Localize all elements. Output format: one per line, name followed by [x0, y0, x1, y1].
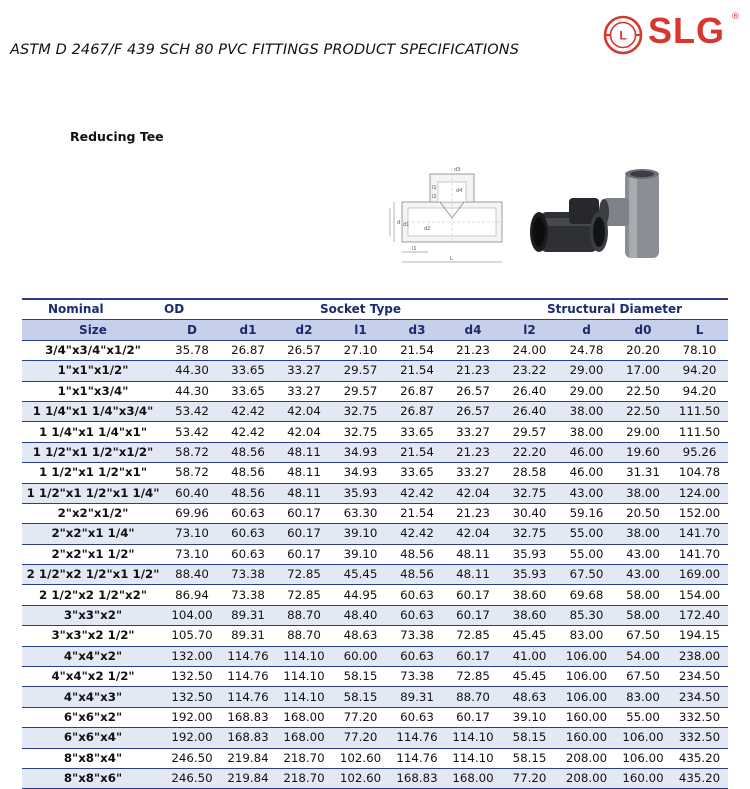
table-row: [22, 605, 728, 625]
size-cell: 4"x4"x3": [22, 687, 164, 707]
value-cell: 60.63: [220, 544, 276, 564]
table-row: [22, 687, 728, 707]
value-cell: 46.00: [558, 442, 615, 462]
column-header: d3: [389, 320, 445, 340]
value-cell: 160.00: [615, 768, 671, 788]
value-cell: 192.00: [164, 728, 220, 748]
size-cell: 2"x2"x1/2": [22, 503, 164, 523]
value-cell: 45.45: [501, 626, 558, 646]
value-cell: 33.27: [276, 361, 332, 381]
value-cell: 132.50: [164, 667, 220, 687]
value-cell: 58.15: [501, 748, 558, 768]
value-cell: 152.00: [671, 503, 728, 523]
value-cell: 38.60: [501, 605, 558, 625]
value-cell: 73.10: [164, 544, 220, 564]
table-row: [22, 646, 728, 666]
value-cell: 34.93: [332, 442, 389, 462]
value-cell: 58.72: [164, 442, 220, 462]
value-cell: 67.50: [615, 626, 671, 646]
value-cell: 42.04: [276, 401, 332, 421]
value-cell: 24.78: [558, 340, 615, 360]
value-cell: 172.40: [671, 605, 728, 625]
value-cell: 48.11: [445, 565, 501, 585]
size-cell: 1 1/2"x1 1/2"x1/2": [22, 442, 164, 462]
value-cell: 54.00: [615, 646, 671, 666]
table-row: [22, 524, 728, 544]
group-header-od: OD: [164, 299, 220, 320]
table-row: [22, 768, 728, 788]
value-cell: 38.00: [558, 401, 615, 421]
value-cell: 21.54: [389, 361, 445, 381]
value-cell: 46.00: [558, 463, 615, 483]
value-cell: 83.00: [615, 687, 671, 707]
table-row: [22, 503, 728, 523]
value-cell: 48.11: [276, 483, 332, 503]
value-cell: 43.00: [615, 544, 671, 564]
table-row: [22, 748, 728, 768]
table-row: [22, 361, 728, 381]
size-cell: 3"x3"x2 1/2": [22, 626, 164, 646]
value-cell: 48.56: [389, 544, 445, 564]
value-cell: 48.63: [501, 687, 558, 707]
value-cell: 104.78: [671, 463, 728, 483]
value-cell: 20.50: [615, 503, 671, 523]
value-cell: 95.26: [671, 442, 728, 462]
table-row: [22, 442, 728, 462]
value-cell: 42.04: [445, 483, 501, 503]
value-cell: 58.72: [164, 463, 220, 483]
value-cell: 106.00: [615, 728, 671, 748]
column-header: l2: [501, 320, 558, 340]
table-row: [22, 422, 728, 442]
value-cell: 58.00: [615, 585, 671, 605]
drawing-label: d: [397, 220, 401, 226]
value-cell: 60.63: [220, 524, 276, 544]
value-cell: 58.15: [332, 687, 389, 707]
value-cell: 26.40: [501, 401, 558, 421]
value-cell: 33.65: [389, 463, 445, 483]
value-cell: 89.31: [220, 626, 276, 646]
value-cell: 29.00: [558, 381, 615, 401]
value-cell: 114.10: [445, 748, 501, 768]
value-cell: 73.38: [220, 585, 276, 605]
value-cell: 106.00: [615, 748, 671, 768]
value-cell: 21.54: [389, 442, 445, 462]
size-cell: 6"x6"x2": [22, 707, 164, 727]
value-cell: 60.17: [445, 585, 501, 605]
value-cell: 218.70: [276, 748, 332, 768]
column-header: D: [164, 320, 220, 340]
value-cell: 63.30: [332, 503, 389, 523]
value-cell: 42.04: [276, 422, 332, 442]
size-cell: 2"x2"x1 1/4": [22, 524, 164, 544]
value-cell: 60.63: [389, 707, 445, 727]
value-cell: 26.57: [276, 340, 332, 360]
value-cell: 208.00: [558, 748, 615, 768]
value-cell: 94.20: [671, 361, 728, 381]
value-cell: 55.00: [558, 524, 615, 544]
value-cell: 35.78: [164, 340, 220, 360]
value-cell: 60.17: [445, 605, 501, 625]
drawing-label: d4: [456, 188, 463, 194]
size-cell: 8"x8"x4": [22, 748, 164, 768]
document-title: ASTM D 2467/F 439 SCH 80 PVC FITTINGS PRODUCT SPECIFICATIONS: [10, 42, 520, 58]
value-cell: 55.00: [615, 707, 671, 727]
size-cell: 8"x8"x6": [22, 768, 164, 788]
value-cell: 88.70: [445, 687, 501, 707]
value-cell: 208.00: [558, 768, 615, 788]
size-cell: 2 1/2"x2 1/2"x2": [22, 585, 164, 605]
value-cell: 94.20: [671, 381, 728, 401]
value-cell: 435.20: [671, 768, 728, 788]
product-photo: [525, 168, 685, 268]
table-row: [22, 483, 728, 503]
value-cell: 73.38: [389, 626, 445, 646]
value-cell: 73.10: [164, 524, 220, 544]
value-cell: 89.31: [220, 605, 276, 625]
brand-name: SLG: [648, 10, 726, 51]
value-cell: 106.00: [558, 687, 615, 707]
logo-letter: L: [619, 28, 627, 43]
value-cell: 30.40: [501, 503, 558, 523]
value-cell: 21.54: [389, 340, 445, 360]
registered-mark: ®: [731, 12, 740, 22]
value-cell: 168.00: [445, 768, 501, 788]
value-cell: 26.57: [445, 401, 501, 421]
value-cell: 48.11: [276, 463, 332, 483]
size-cell: 1"x1"x3/4": [22, 381, 164, 401]
value-cell: 102.60: [332, 748, 389, 768]
size-cell: 6"x6"x4": [22, 728, 164, 748]
drawing-label: l1: [432, 185, 437, 191]
specifications-table: [22, 298, 728, 789]
value-cell: 114.76: [220, 646, 276, 666]
value-cell: 21.23: [445, 442, 501, 462]
value-cell: 114.10: [276, 646, 332, 666]
value-cell: 44.95: [332, 585, 389, 605]
value-cell: 29.57: [332, 381, 389, 401]
value-cell: 60.63: [389, 585, 445, 605]
value-cell: 234.50: [671, 667, 728, 687]
value-cell: 168.83: [389, 768, 445, 788]
table-row: [22, 728, 728, 748]
column-header: d1: [220, 320, 276, 340]
value-cell: 29.57: [332, 361, 389, 381]
value-cell: 60.63: [220, 503, 276, 523]
value-cell: 22.50: [615, 381, 671, 401]
table-row: [22, 667, 728, 687]
value-cell: 77.20: [332, 707, 389, 727]
value-cell: 35.93: [501, 565, 558, 585]
value-cell: 60.17: [276, 503, 332, 523]
drawing-label: d3: [454, 167, 461, 173]
value-cell: 160.00: [558, 707, 615, 727]
value-cell: 69.96: [164, 503, 220, 523]
value-cell: 332.50: [671, 707, 728, 727]
value-cell: 33.65: [220, 381, 276, 401]
table-row: [22, 463, 728, 483]
value-cell: 168.00: [276, 728, 332, 748]
value-cell: 78.10: [671, 340, 728, 360]
value-cell: 32.75: [332, 401, 389, 421]
value-cell: 194.15: [671, 626, 728, 646]
value-cell: 60.40: [164, 483, 220, 503]
value-cell: 60.17: [276, 544, 332, 564]
value-cell: 34.93: [332, 463, 389, 483]
value-cell: 23.22: [501, 361, 558, 381]
value-cell: 114.76: [389, 748, 445, 768]
value-cell: 58.00: [615, 605, 671, 625]
value-cell: 58.15: [501, 728, 558, 748]
drawing-label: d2: [424, 226, 431, 232]
value-cell: 77.20: [332, 728, 389, 748]
value-cell: 31.31: [615, 463, 671, 483]
table-row: [22, 585, 728, 605]
value-cell: 41.00: [501, 646, 558, 666]
value-cell: 218.70: [276, 768, 332, 788]
value-cell: 114.76: [389, 728, 445, 748]
value-cell: 154.00: [671, 585, 728, 605]
value-cell: 77.20: [501, 768, 558, 788]
value-cell: 42.42: [220, 401, 276, 421]
value-cell: 192.00: [164, 707, 220, 727]
value-cell: 45.45: [332, 565, 389, 585]
value-cell: 67.50: [558, 565, 615, 585]
value-cell: 43.00: [615, 565, 671, 585]
column-header: l1: [332, 320, 389, 340]
value-cell: 132.00: [164, 646, 220, 666]
value-cell: 39.10: [501, 707, 558, 727]
group-header-nominal: Nominal: [22, 299, 164, 320]
size-cell: 2"x2"x1 1/2": [22, 544, 164, 564]
value-cell: 234.50: [671, 687, 728, 707]
value-cell: 332.50: [671, 728, 728, 748]
drawing-label: l2: [432, 194, 437, 200]
size-cell: 1"x1"x1/2": [22, 361, 164, 381]
value-cell: 35.93: [501, 544, 558, 564]
value-cell: 38.00: [558, 422, 615, 442]
value-cell: 60.17: [276, 524, 332, 544]
value-cell: 53.42: [164, 401, 220, 421]
value-cell: 33.27: [276, 381, 332, 401]
size-cell: 3/4"x3/4"x1/2": [22, 340, 164, 360]
value-cell: 60.17: [445, 646, 501, 666]
value-cell: 45.45: [501, 667, 558, 687]
value-cell: 88.70: [276, 626, 332, 646]
value-cell: 88.70: [276, 605, 332, 625]
value-cell: 124.00: [671, 483, 728, 503]
value-cell: 33.27: [445, 422, 501, 442]
value-cell: 39.10: [332, 524, 389, 544]
size-cell: 1 1/2"x1 1/2"x1": [22, 463, 164, 483]
value-cell: 48.11: [445, 544, 501, 564]
value-cell: 69.68: [558, 585, 615, 605]
value-cell: 55.00: [558, 544, 615, 564]
value-cell: 33.65: [220, 361, 276, 381]
value-cell: 38.60: [501, 585, 558, 605]
value-cell: 219.84: [220, 768, 276, 788]
value-cell: 89.31: [389, 687, 445, 707]
value-cell: 59.16: [558, 503, 615, 523]
size-cell: 4"x4"x2 1/2": [22, 667, 164, 687]
value-cell: 83.00: [558, 626, 615, 646]
table-row: [22, 626, 728, 646]
value-cell: 114.76: [220, 687, 276, 707]
value-cell: 42.42: [389, 524, 445, 544]
group-header-structural-diameter: Structural Diameter: [501, 299, 728, 320]
column-header: d0: [615, 320, 671, 340]
value-cell: 72.85: [276, 585, 332, 605]
value-cell: 168.00: [276, 707, 332, 727]
technical-drawing: [388, 160, 513, 270]
table-row: [22, 565, 728, 585]
value-cell: 38.00: [615, 483, 671, 503]
value-cell: 32.75: [501, 483, 558, 503]
size-cell: 1 1/4"x1 1/4"x3/4": [22, 401, 164, 421]
value-cell: 19.60: [615, 442, 671, 462]
group-header-socket-type: Socket Type: [220, 299, 501, 320]
value-cell: 26.40: [501, 381, 558, 401]
product-name: Reducing Tee: [70, 129, 164, 144]
value-cell: 85.30: [558, 605, 615, 625]
value-cell: 27.10: [332, 340, 389, 360]
value-cell: 48.40: [332, 605, 389, 625]
value-cell: 114.10: [445, 728, 501, 748]
value-cell: 42.04: [445, 524, 501, 544]
value-cell: 22.20: [501, 442, 558, 462]
value-cell: 29.57: [501, 422, 558, 442]
table-row: [22, 340, 728, 360]
column-header: d4: [445, 320, 501, 340]
value-cell: 141.70: [671, 524, 728, 544]
value-cell: 72.85: [445, 667, 501, 687]
value-cell: 169.00: [671, 565, 728, 585]
value-cell: 48.63: [332, 626, 389, 646]
value-cell: 26.87: [389, 381, 445, 401]
value-cell: 141.70: [671, 544, 728, 564]
value-cell: 114.76: [220, 667, 276, 687]
value-cell: 33.65: [389, 422, 445, 442]
value-cell: 58.15: [332, 667, 389, 687]
value-cell: 67.50: [615, 667, 671, 687]
column-header: d: [558, 320, 615, 340]
value-cell: 168.83: [220, 728, 276, 748]
value-cell: 73.38: [220, 565, 276, 585]
value-cell: 26.87: [389, 401, 445, 421]
value-cell: 17.00: [615, 361, 671, 381]
value-cell: 104.00: [164, 605, 220, 625]
value-cell: 26.87: [220, 340, 276, 360]
table-row: [22, 381, 728, 401]
value-cell: 72.85: [445, 626, 501, 646]
value-cell: 168.83: [220, 707, 276, 727]
table-row: [22, 707, 728, 727]
drawing-label: l1: [412, 246, 417, 252]
column-header: d2: [276, 320, 332, 340]
value-cell: 48.56: [220, 463, 276, 483]
value-cell: 60.63: [389, 646, 445, 666]
value-cell: 102.60: [332, 768, 389, 788]
value-cell: 48.11: [276, 442, 332, 462]
value-cell: 111.50: [671, 422, 728, 442]
value-cell: 114.10: [276, 687, 332, 707]
value-cell: 48.56: [220, 442, 276, 462]
value-cell: 21.23: [445, 503, 501, 523]
value-cell: 238.00: [671, 646, 728, 666]
value-cell: 48.56: [389, 565, 445, 585]
value-cell: 246.50: [164, 748, 220, 768]
value-cell: 106.00: [558, 646, 615, 666]
value-cell: 35.93: [332, 483, 389, 503]
value-cell: 105.70: [164, 626, 220, 646]
value-cell: 106.00: [558, 667, 615, 687]
drawing-label: L: [450, 256, 453, 262]
value-cell: 48.56: [220, 483, 276, 503]
value-cell: 86.94: [164, 585, 220, 605]
value-cell: 26.57: [445, 381, 501, 401]
value-cell: 32.75: [332, 422, 389, 442]
table-row: [22, 544, 728, 564]
value-cell: 132.50: [164, 687, 220, 707]
column-header: L: [671, 320, 728, 340]
value-cell: 29.00: [615, 422, 671, 442]
value-cell: 42.42: [220, 422, 276, 442]
value-cell: 42.42: [389, 483, 445, 503]
size-cell: 2 1/2"x2 1/2"x1 1/2": [22, 565, 164, 585]
value-cell: 73.38: [389, 667, 445, 687]
value-cell: 21.54: [389, 503, 445, 523]
value-cell: 43.00: [558, 483, 615, 503]
value-cell: 219.84: [220, 748, 276, 768]
value-cell: 72.85: [276, 565, 332, 585]
value-cell: 60.17: [445, 707, 501, 727]
value-cell: 114.10: [276, 667, 332, 687]
size-cell: 3"x3"x2": [22, 605, 164, 625]
value-cell: 21.23: [445, 361, 501, 381]
value-cell: 32.75: [501, 524, 558, 544]
value-cell: 44.30: [164, 381, 220, 401]
value-cell: 29.00: [558, 361, 615, 381]
value-cell: 24.00: [501, 340, 558, 360]
column-header: Size: [22, 320, 164, 340]
value-cell: 60.00: [332, 646, 389, 666]
size-cell: 4"x4"x2": [22, 646, 164, 666]
table-row: [22, 401, 728, 421]
value-cell: 38.00: [615, 524, 671, 544]
size-cell: 1 1/4"x1 1/4"x1": [22, 422, 164, 442]
value-cell: 60.63: [389, 605, 445, 625]
size-cell: 1 1/2"x1 1/2"x1 1/4": [22, 483, 164, 503]
value-cell: 53.42: [164, 422, 220, 442]
value-cell: 28.58: [501, 463, 558, 483]
value-cell: 88.40: [164, 565, 220, 585]
value-cell: 33.27: [445, 463, 501, 483]
value-cell: 22.50: [615, 401, 671, 421]
value-cell: 246.50: [164, 768, 220, 788]
value-cell: 21.23: [445, 340, 501, 360]
value-cell: 20.20: [615, 340, 671, 360]
value-cell: 435.20: [671, 748, 728, 768]
value-cell: 111.50: [671, 401, 728, 421]
value-cell: 160.00: [558, 728, 615, 748]
drawing-label: d1: [403, 222, 410, 228]
value-cell: 39.10: [332, 544, 389, 564]
value-cell: 44.30: [164, 361, 220, 381]
